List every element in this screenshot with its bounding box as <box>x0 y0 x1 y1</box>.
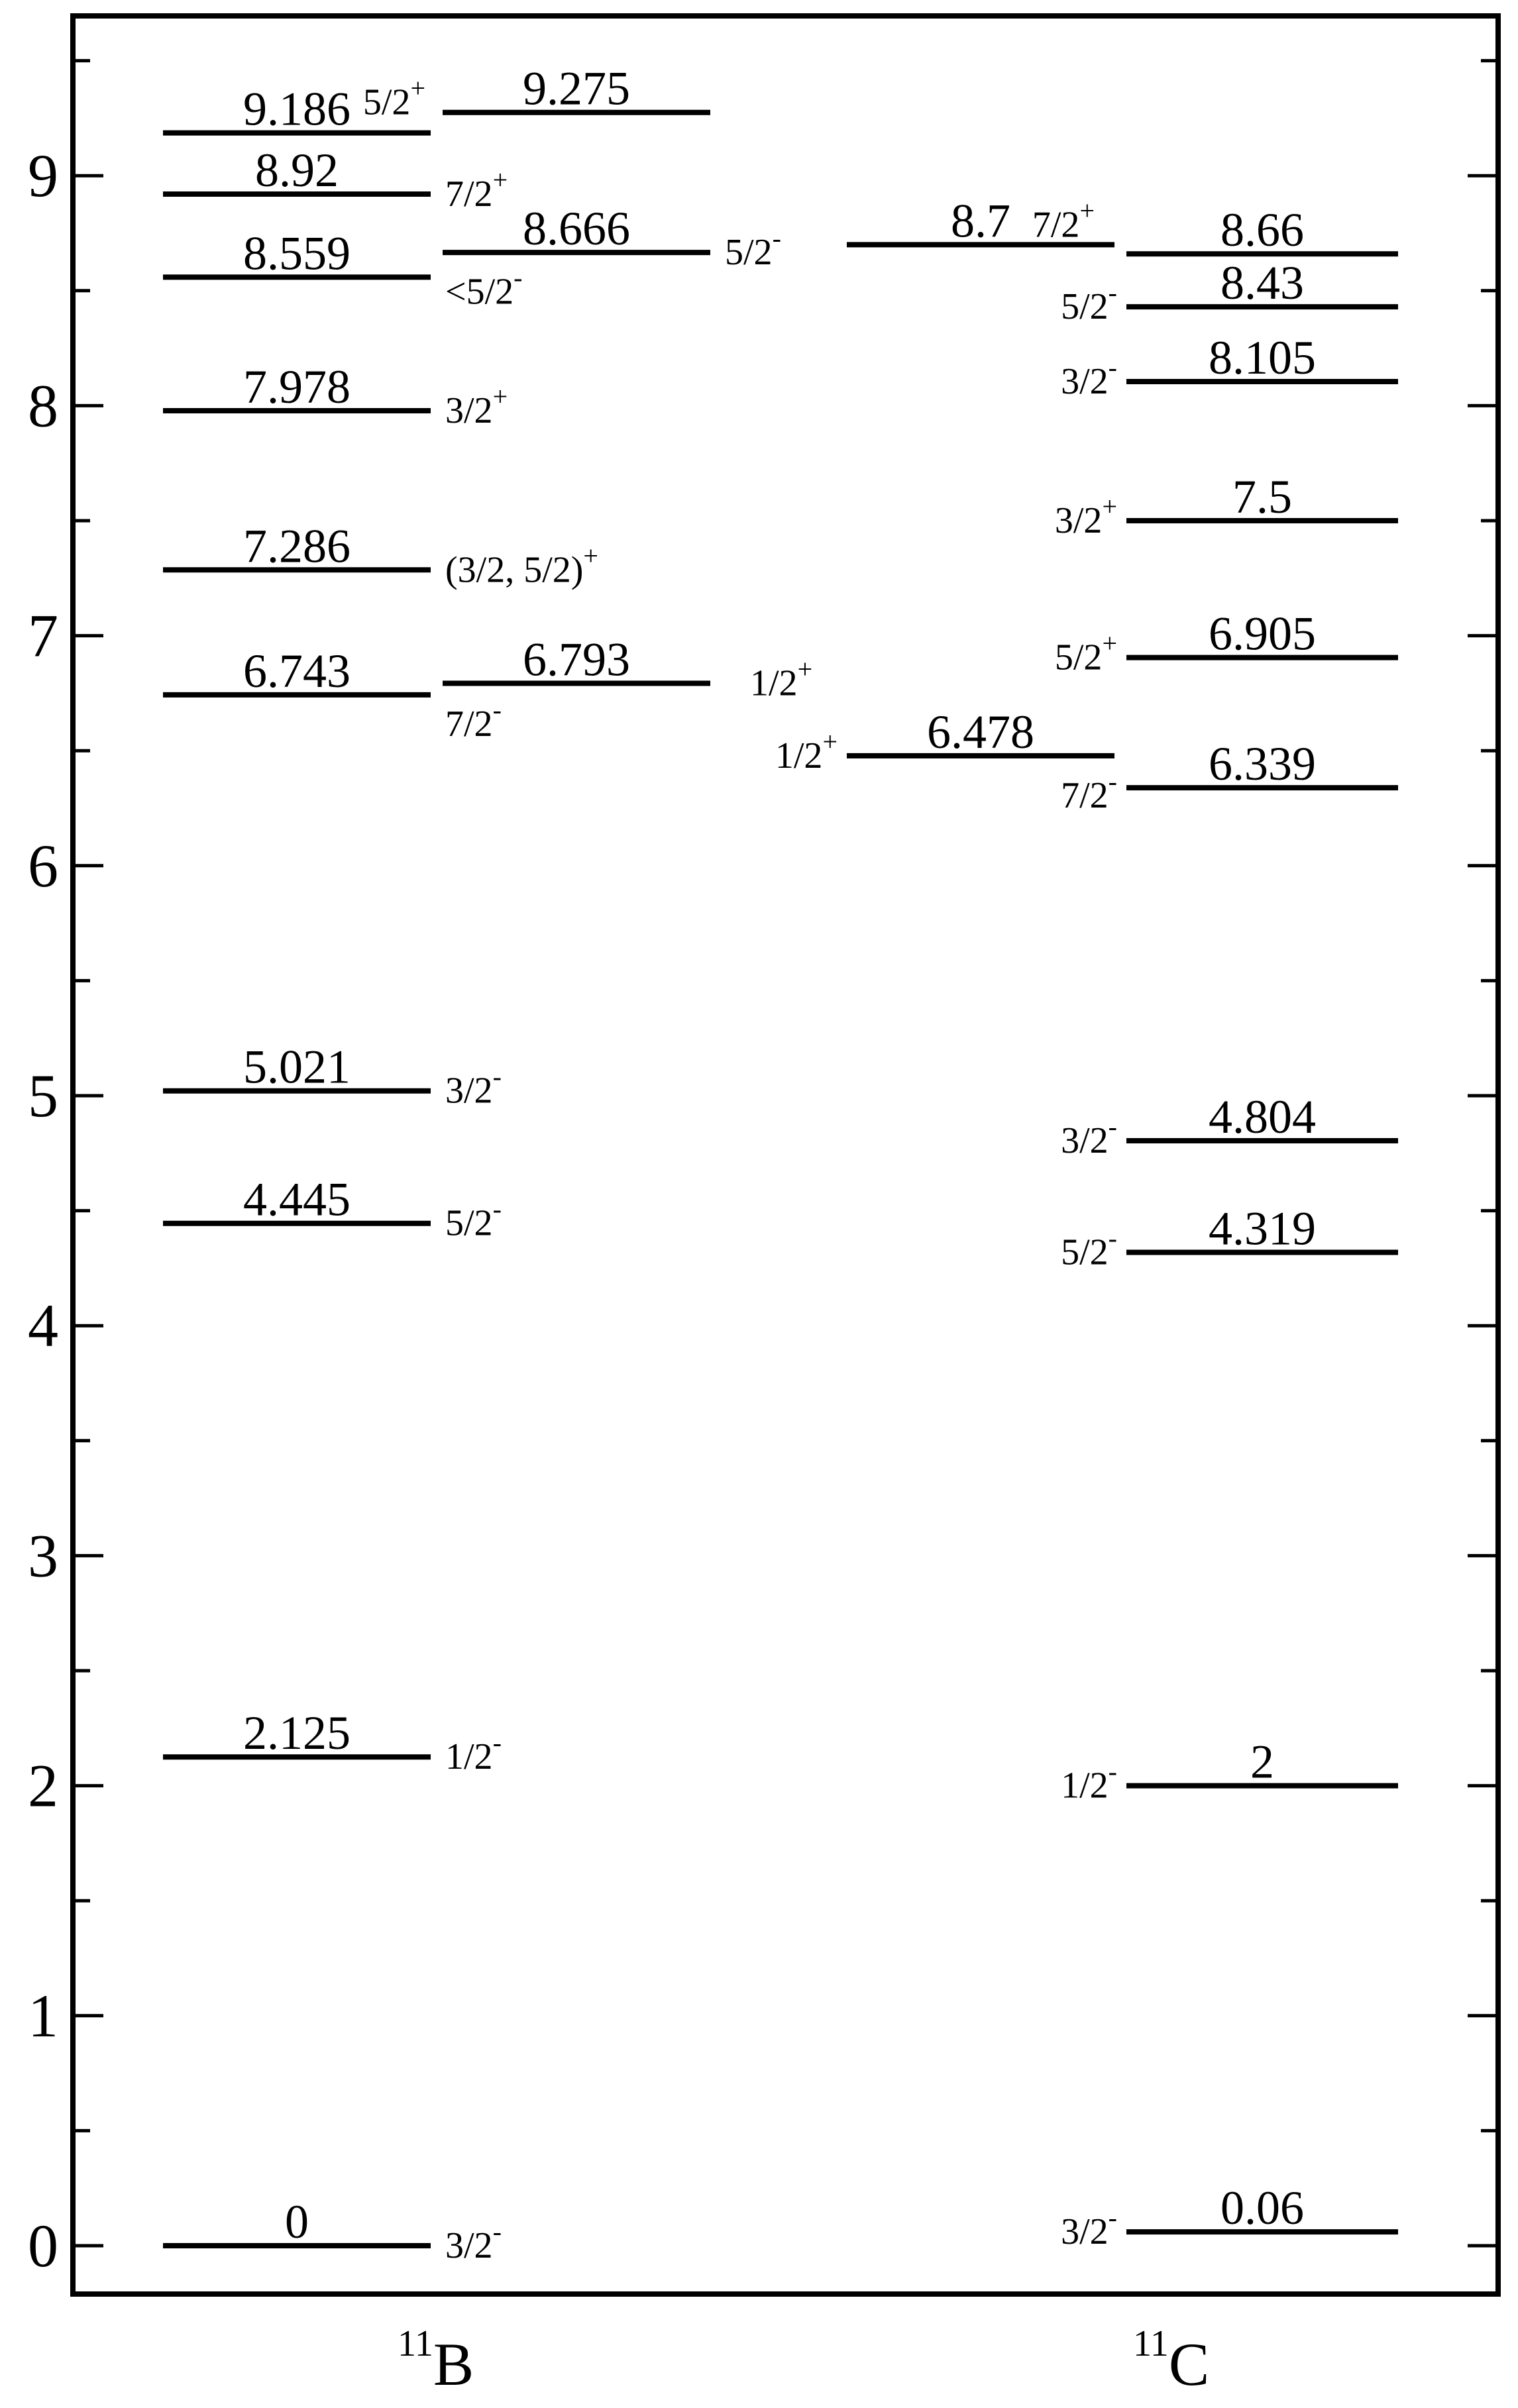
level-0 <box>163 2195 502 2266</box>
level-spin-parity: 3/2- <box>1061 1112 1117 1162</box>
level-spin-parity: (3/2, 5/2)+ <box>445 541 598 591</box>
level-energy-label: 5.021 <box>243 1040 351 1094</box>
level-spin-parity: 7/2- <box>1061 766 1117 817</box>
level-spin-parity: 1/2+ <box>775 726 838 776</box>
level-energy-label: 8.43 <box>1220 256 1304 310</box>
level-6.905 <box>1055 607 1398 678</box>
level-7.978 <box>163 360 508 431</box>
level-energy-label: 4.804 <box>1209 1090 1316 1144</box>
y-tick-label: 0 <box>28 2212 58 2279</box>
level-energy-label: 2.125 <box>243 1706 351 1760</box>
level-spin-parity: 5/2- <box>725 223 781 274</box>
level-6.339 <box>1061 737 1398 816</box>
level-8.66 <box>1126 203 1398 256</box>
y-tick-label: 1 <box>28 1981 58 2050</box>
level-energy-label: 0.06 <box>1220 2181 1304 2235</box>
level-8.559 <box>163 227 522 312</box>
level-spin-parity: <5/2- <box>445 262 523 313</box>
level-energy-label: 4.445 <box>243 1173 351 1226</box>
level-spin-parity: 5/2- <box>1061 278 1117 328</box>
level-energy-label: 9.275 <box>523 62 630 115</box>
level-energy-label: 6.743 <box>243 644 351 698</box>
level-energy-label: 6.793 <box>523 633 630 686</box>
level-spin-parity: 5/2- <box>1061 1223 1117 1273</box>
level-spin-parity: 3/2- <box>445 2217 502 2266</box>
level-spin-parity: 3/2+ <box>1054 492 1117 541</box>
energy-levels <box>163 62 1398 2266</box>
level-8.105 <box>1061 331 1398 402</box>
nucleus-labels <box>398 2323 1209 2398</box>
y-tick-label: 3 <box>28 1522 58 1590</box>
level-spin-parity: 5/2+ <box>1054 628 1117 678</box>
y-tick-label: 5 <box>28 1062 58 1129</box>
level-spin-parity: 1/2- <box>1061 1756 1117 1806</box>
level-spin-parity: 7/2+ <box>1032 195 1095 246</box>
level-energy-label: 8.666 <box>523 202 630 256</box>
level-spin-parity: 1/2- <box>445 1728 502 1778</box>
level-2.125 <box>163 1706 502 1777</box>
level-9.275 <box>443 62 710 115</box>
level-6.793 <box>443 633 812 704</box>
y-tick-label: 2 <box>28 1752 58 1820</box>
nucleus-label-C: $^{11}$C <box>1133 2323 1210 2398</box>
level-energy-label: 8.66 <box>1220 203 1304 257</box>
level-spin-parity: 3/2- <box>445 1061 502 1112</box>
level-4.445 <box>163 1173 502 1244</box>
level-spin-parity: 3/2- <box>1061 352 1117 402</box>
level-energy-label: 9.186 <box>243 82 351 136</box>
y-tick-label: 9 <box>28 142 58 210</box>
level-energy-label: 8.7 <box>951 194 1010 248</box>
nucleus-label-B: $^{11}$B <box>398 2323 474 2398</box>
level-spin-parity: 3/2+ <box>445 382 508 432</box>
level-8.666 <box>443 202 781 273</box>
level-5.021 <box>163 1041 502 1112</box>
level-spin-parity: 1/2+ <box>750 654 813 704</box>
level-energy-label: 6.905 <box>1209 607 1316 660</box>
level-0.06 <box>1061 2181 1398 2252</box>
level-energy-label: 7.286 <box>243 519 351 573</box>
level-spin-parity: 5/2- <box>445 1194 502 1244</box>
level-2 <box>1061 1736 1398 1806</box>
level-4.804 <box>1061 1090 1398 1161</box>
level-energy-label: 8.559 <box>243 227 351 280</box>
level-8.43 <box>1061 256 1398 327</box>
level-7.5 <box>1055 470 1398 541</box>
level-energy-label: 7.978 <box>243 360 351 414</box>
level-6.478 <box>775 706 1114 776</box>
level-energy-label: 2 <box>1250 1735 1274 1789</box>
level-8.92 <box>163 144 508 215</box>
y-tick-label: 7 <box>28 602 58 670</box>
y-tick-label: 8 <box>28 372 58 440</box>
level-energy-label: 0 <box>285 2195 309 2248</box>
level-9.186 <box>163 74 431 136</box>
level-spin-parity: 3/2- <box>1061 2203 1117 2253</box>
y-tick-label: 4 <box>28 1292 58 1360</box>
level-8.7 <box>847 194 1114 247</box>
level-4.319 <box>1061 1202 1398 1273</box>
y-tick-label: 6 <box>28 831 58 900</box>
level-energy-label: 4.319 <box>1209 1202 1316 1255</box>
level-6.743 <box>163 645 502 745</box>
level-spin-parity: 7/2+ <box>445 164 508 215</box>
level-spin-parity: 5/2+ <box>362 73 425 123</box>
level-energy-label: 8.92 <box>255 143 339 197</box>
level-energy-label: 7.5 <box>1232 470 1292 523</box>
level-energy-label: 6.339 <box>1209 737 1316 791</box>
level-energy-label: 6.478 <box>927 705 1034 759</box>
level-energy-label: 8.105 <box>1209 331 1316 384</box>
level-7.286 <box>163 519 598 590</box>
level-spin-parity: 7/2- <box>445 694 502 745</box>
